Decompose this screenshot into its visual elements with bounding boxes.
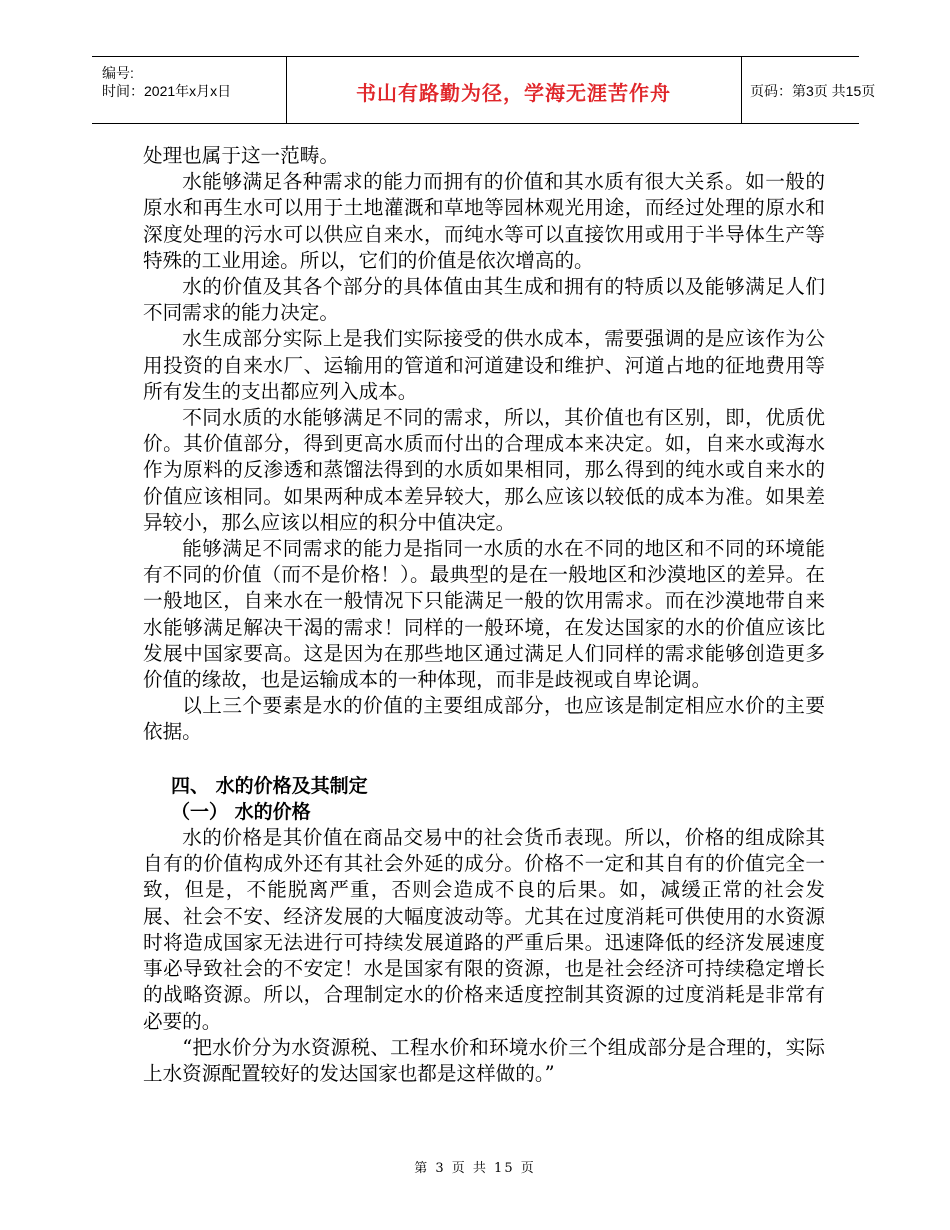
header-page-cell <box>742 57 876 123</box>
section-heading: 四、 水的价格及其制定 <box>171 774 368 797</box>
subsection-heading: （一） 水的价格 <box>171 800 311 823</box>
paragraph-value-components: 水的价值及其各个部分的具体值由其生成和拥有的特质以及能够满足人们不同需求的能力决定。 <box>143 275 825 325</box>
paragraph-quote: “把水价分为水资源税、工程水价和环境水价三个组成部分是合理的，实际上水资源配置较好的发达国家也都是这样做的。” <box>143 1035 825 1085</box>
paragraph-water-quality: 水能够满足各种需求的能力而拥有的价值和其水质有很大关系。如一般的原水和再生水可以用于土地灌溉和草地等园林观光用途，而经过处理的原水和深度处理的污水可以供应自来水，而纯水等可以直接饮用或用于半导体生产等特殊的工业用途。所以，它们的价值是依次增高的。 <box>143 170 825 272</box>
paragraph-continuation: 处理也属于这一范畴。 <box>143 144 339 167</box>
paragraph-regional-value: 能够满足不同需求的能力是指同一水质的水在不同的地区和不同的环境能有不同的价值（而不是价格！）。最典型的是在一般地区和沙漠地区的差异。在一般地区，自来水在一般情况下只能满足一般的饮用需求。而在沙漠地带自来水能够满足解决干渴的需求！同样的一般环境，在发达国家的水的价值应该比发展中国家要高。这是因为在那些地区通过满足人们同样的需求能够创造更多价值的缘故，也是运输成本的一种体现，而非是歧视或自卑论调。 <box>143 537 825 692</box>
paragraph-summary: 以上三个要素是水的价值的主要组成部分，也应该是制定相应水价的主要依据。 <box>143 694 825 744</box>
paragraph-supply-cost: 水生成部分实际上是我们实际接受的供水成本，需要强调的是应该作为公用投资的自来水厂、运输用的管道和河道建设和维护、河道占地的征地费用等所有发生的支出都应列入成本。 <box>143 327 825 403</box>
page-header <box>92 56 876 124</box>
paragraph-water-price: 水的价格是其价值在商品交易中的社会货币表现。所以，价格的组成除其自有的价值构成外还有其社会外延的成分。价格不一定和其自有的价值完全一致，但是，不能脱离严重，否则会造成不良的后果。如，减缓正常的社会发展、社会不安、经济发展的大幅度波动等。尤其在过度消耗可供使用的水资源时将造成国家无法进行可持续发展道路的严重后果。迅速降低的经济发展速度事必导致社会的不安定！水是国家有限的资源，也是社会经济可持续稳定增长的战略资源。所以，合理制定水的价格来适度控制其资源的过度消耗是非常有必要的。 <box>143 826 825 1033</box>
page-footer: 第 3 页 共 15 页 <box>414 1161 536 1176</box>
section-spacer <box>143 746 825 773</box>
document-time-label: 时间：2021年x月x日 <box>102 83 232 99</box>
header-meta-cell <box>92 57 287 123</box>
header-motto-cell <box>286 57 742 123</box>
document-number-label: 编号: <box>102 65 134 81</box>
header-motto: 书山有路勤为径，学海无涯苦作舟 <box>356 81 671 105</box>
header-page-info: 页码：第3页 共15页 <box>750 83 876 99</box>
document-body <box>143 143 825 1087</box>
paragraph-quality-price: 不同水质的水能够满足不同的需求，所以，其价值也有区别，即，优质优价。其价值部分，得到更高水质而付出的合理成本来决定。如，自来水或海水作为原料的反渗透和蒸馏法得到的水质如果相同，那么得到的纯水或自来水的价值应该相同。如果两种成本差异较大，那么应该以较低的成本为准。如果差异较小，那么应该以相应的积分中值决定。 <box>143 406 825 534</box>
